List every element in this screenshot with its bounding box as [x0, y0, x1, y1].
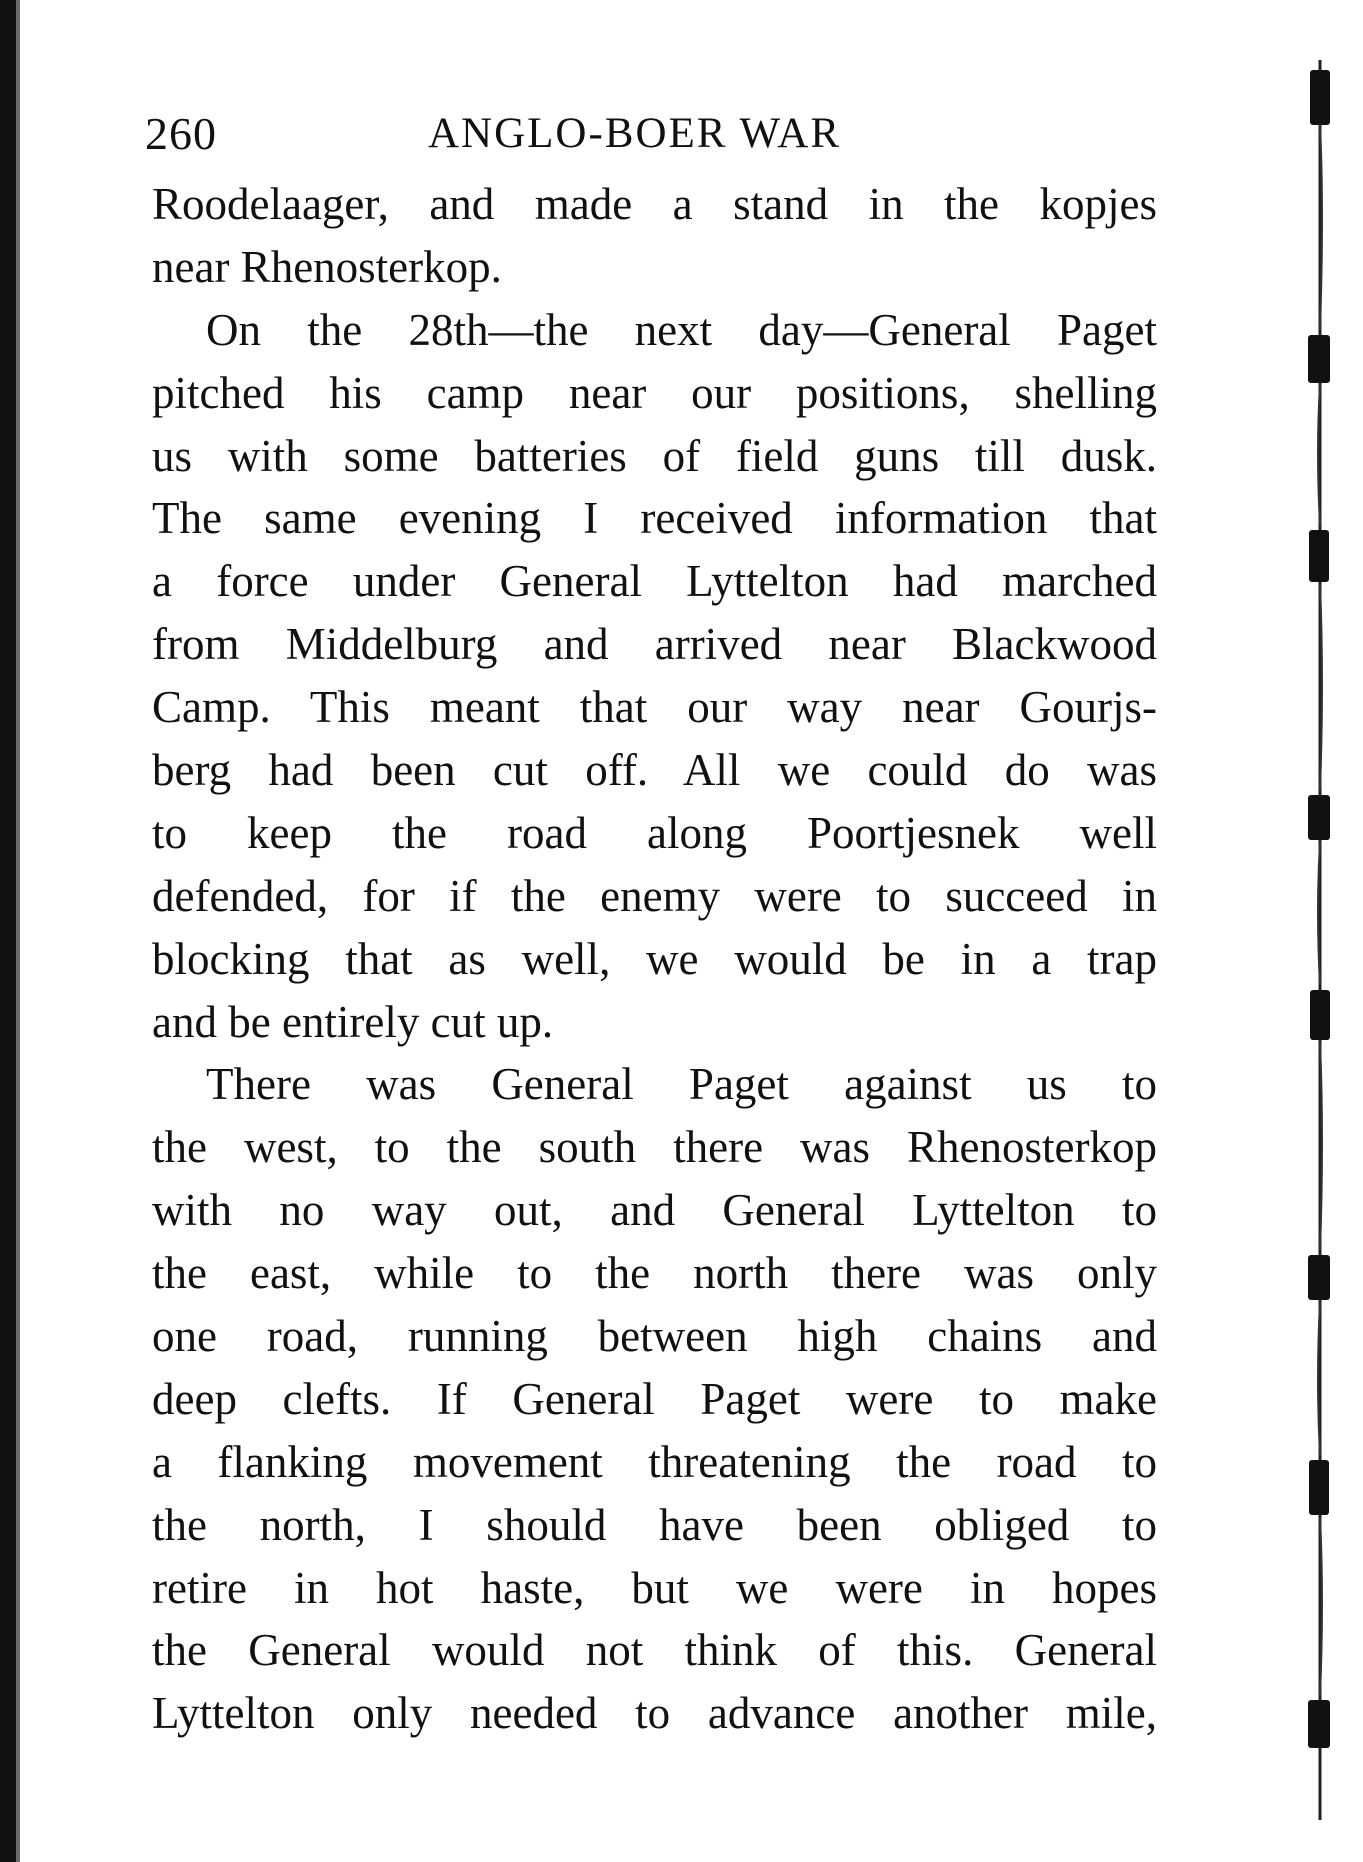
text-line: There was General Paget against us to — [206, 1059, 1157, 1110]
text-line: from Middelburg and arrived near Blackwood — [152, 619, 1157, 670]
text-line: a force under General Lyttelton had marched — [152, 556, 1157, 607]
text-line: Camp. This meant that our way near Gourjs- — [152, 682, 1157, 733]
page-number: 260 — [145, 108, 217, 159]
text-line: pitched his camp near our positions, shelling — [152, 367, 1157, 418]
running-header — [145, 104, 1155, 164]
text-line: blocking that as well, we would be in a trap — [152, 933, 1157, 984]
text-line: berg had been cut off. All we could do was — [152, 745, 1157, 796]
text-line: to keep the road along Poortjesnek well — [152, 807, 1157, 858]
text-line: deep clefts. If General Paget were to make — [152, 1373, 1157, 1424]
page-edge-fade — [16, 0, 20, 1862]
text-line: The same evening I received information that — [152, 493, 1157, 544]
text-line: with no way out, and General Lyttelton to — [152, 1185, 1157, 1236]
text-line: one road, running between high chains and — [152, 1311, 1157, 1362]
text-line: the east, while to the north there was only — [152, 1248, 1157, 1299]
text-line: near Rhenosterkop. — [152, 241, 502, 292]
text-line: the General would not think of this. General — [152, 1625, 1157, 1676]
text-line: the north, I should have been obliged to — [152, 1499, 1157, 1550]
text-line: a flanking movement threatening the road to — [152, 1436, 1157, 1487]
text-line: Lyttelton only needed to advance another mile, — [152, 1688, 1157, 1739]
page-edge-shadow — [0, 0, 16, 1862]
binding-stitch-marks — [1290, 30, 1350, 1830]
text-line: retire in hot haste, but we were in hopes — [152, 1562, 1157, 1613]
text-line: On the 28th—the next day—General Paget — [206, 304, 1157, 355]
running-title: ANGLO-BOER WAR — [428, 110, 842, 157]
text-line: Roodelaager, and made a stand in the kopjes — [152, 179, 1157, 229]
text-line: defended, for if the enemy were to succeed in — [152, 870, 1157, 921]
text-line: the west, to the south there was Rhenosterkop — [152, 1122, 1157, 1173]
text-line: and be entirely cut up. — [152, 996, 554, 1047]
body-text — [152, 173, 1157, 1745]
text-line: us with some batteries of field guns till dusk. — [152, 430, 1157, 481]
